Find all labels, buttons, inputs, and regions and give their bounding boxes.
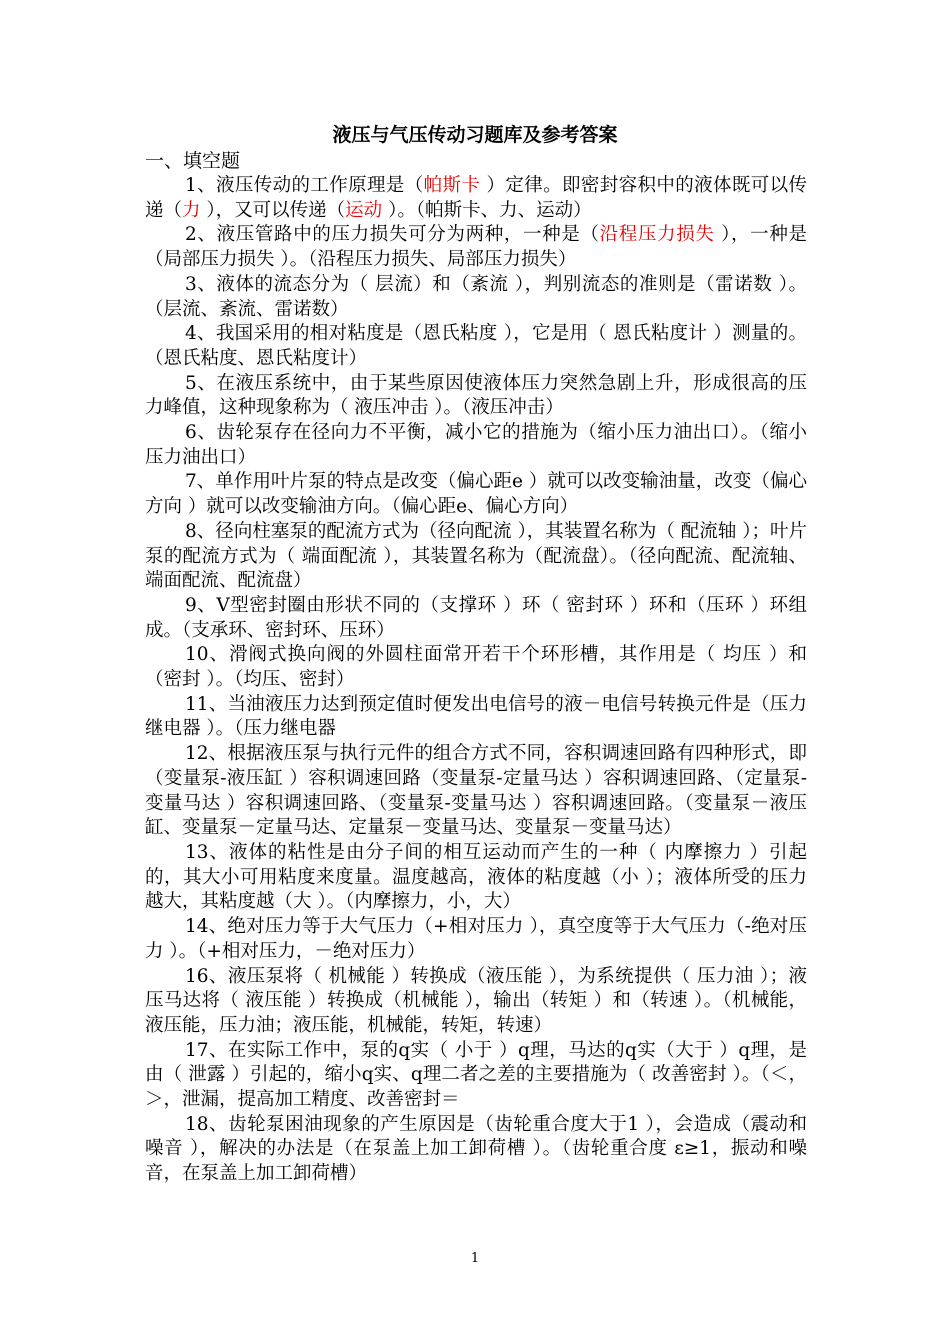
question-item <box>145 174 807 223</box>
question-item: 16、液压泵将（ 机械能 ）转换成（液压能 ），为系统提供（ 压力油 ）；液压马达将（ 液压能 ）转换成（机械能 ），输出（转矩 ）和（转速 ）。（机械能，液压能，压力油；液压能，机械能，转矩，转速） <box>145 965 808 1036</box>
question-item: 11、当油液压力达到预定值时便发出电信号的液－电信号转换元件是（压力继电器 ）。（压力继电器 <box>145 693 807 740</box>
question-item: 9、V型密封圈由形状不同的（支撑环 ）环（ 密封环 ）环和（压环 ）环组成。（支承环、密封环、压环） <box>145 594 807 641</box>
question-item: 5、在液压系统中，由于某些原因使液体压力突然急剧上升，形成很高的压力峰值，这种现象称为（ 液压冲击 ）。（液压冲击） <box>145 372 807 419</box>
question-item: 7、单作用叶片泵的特点是改变（偏心距e ）就可以改变输油量，改变（偏心方向 ）就可以改变输油方向。（偏心距e、偏心方向） <box>145 471 807 518</box>
highlighted-answer: 帕斯卡 <box>423 175 481 196</box>
question-list <box>145 174 807 1187</box>
question-item <box>145 223 807 272</box>
question-text: ）。（帕斯卡、力、运动） <box>382 199 592 221</box>
document-title: 液压与气压传动习题库及参考答案 <box>332 124 618 146</box>
highlighted-answer: 运动 <box>345 199 383 221</box>
question-text: ），又可以传递（ <box>200 199 346 221</box>
question-text: 1、液压传动的工作原理是（ <box>185 175 424 196</box>
question-item: 8、径向柱塞泵的配流方式为（径向配流 ），其装置名称为（ 配流轴 ）；叶片泵的配流方式为（ 端面配流 ），其装置名称为（配流盘）。（径向配流、配流轴、端面配流、配流盘） <box>145 520 807 592</box>
highlighted-answer: 力 <box>182 199 201 221</box>
question-item: 6、齿轮泵存在径向力不平衡，减小它的措施为（缩小压力油出口）。（缩小压力油出口） <box>145 422 807 468</box>
question-item: 10、滑阀式换向阀的外圆柱面常开若干个环形槽，其作用是（ 均压 ）和（密封 ）。（均压、密封） <box>145 644 807 691</box>
question-item: 18、齿轮泵困油现象的产生原因是（齿轮重合度大于1 ），会造成（震动和噪音 ），解决的办法是（在泵盖上加工卸荷槽 ）。（齿轮重合度 ε≥1，振动和噪音，在泵盖上加工卸荷槽） <box>145 1113 807 1185</box>
question-item: 12、根据液压泵与执行元件的组合方式不同，容积调速回路有四种形式，即（变量泵-液压缸 ）容积调速回路（变量泵-定量马达 ）容积调速回路、（定量泵-变量马达 ）容积调速回路、（变量泵-变量马达 ）容积调速回路。（变量泵－液压缸、变量泵－定量马达、定量泵－变量马达、变量泵－变量马达） <box>145 743 807 839</box>
question-text: 2、液压管路中的压力损失可分为两种，一种是（ <box>185 224 600 246</box>
question-item: 14、绝对压力等于大气压力（+相对压力 ），真空度等于大气压力（-绝对压力 ）。（+相对压力，－绝对压力） <box>145 916 807 962</box>
section-heading: 一、填空题 <box>145 150 241 172</box>
page-number: 1 <box>470 1251 480 1266</box>
highlighted-answer: 沿程压力损失 <box>599 224 715 246</box>
question-item: 13、液体的粘性是由分子间的相互运动而产生的一种（ 内摩擦力 ）引起的，其大小可用粘度来度量。温度越高，液体的粘度越（小 ）；液体所受的压力越大，其粘度越（大 ）。（内摩擦力，小，大） <box>145 841 807 913</box>
question-text: ）定律。即密封容积中的液体既可以传递（ <box>145 175 807 221</box>
question-item: 3、液体的流态分为（ 层流）和（紊流 ），判别流态的准则是（雷诺数 ）。（层流、紊流、雷诺数） <box>145 273 807 320</box>
question-item: 4、我国采用的相对粘度是（恩氏粘度 ），它是用（ 恩氏粘度计 ）测量的。（恩氏粘度、恩氏粘度计） <box>145 323 807 369</box>
question-text: ），一种是（局部压力损失 ）。（沿程压力损失、局部压力损失） <box>145 224 807 271</box>
question-item: 17、在实际工作中，泵的q实（ 小于 ）q理，马达的q实（大于 ）q理，是由（ 泄露 ）引起的，缩小q实、q理二者之差的主要措施为（ 改善密封 ）。（＜，＞，泄漏，提高加工精度、改善密封＝ <box>145 1039 807 1111</box>
